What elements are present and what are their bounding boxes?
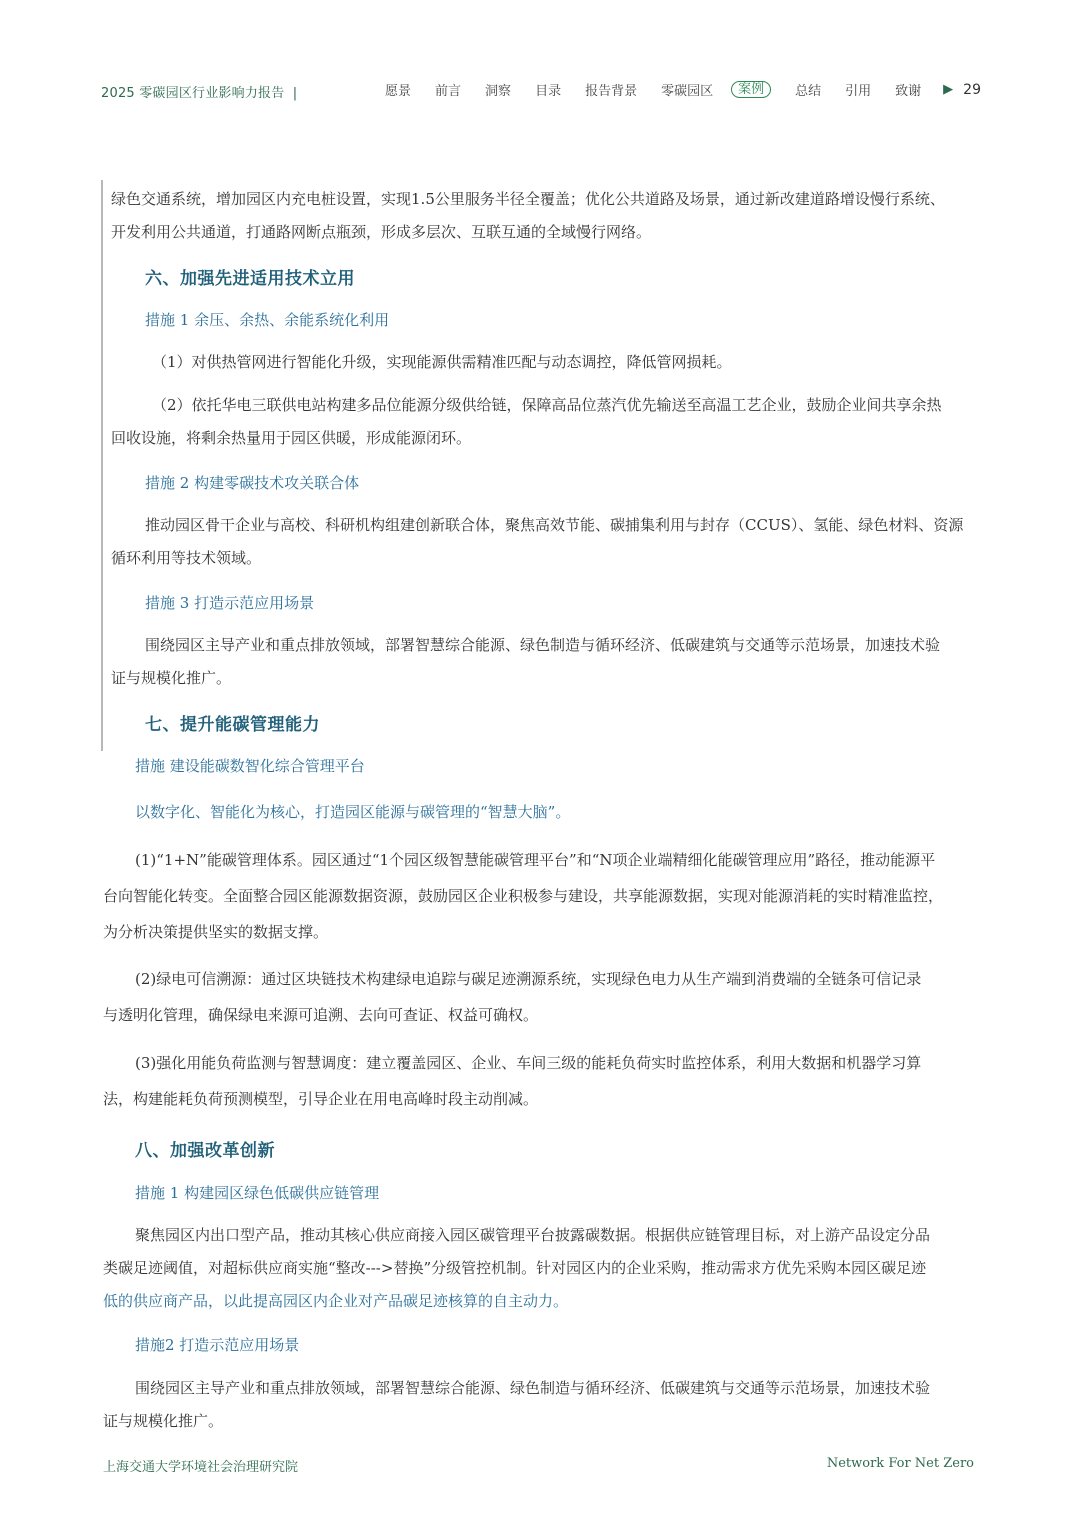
sec7-lead-sentence: 以数字化、智能化为核心，打造园区能源与碳管理的“智慧大脑”。 (135, 803, 571, 821)
nav-vision[interactable]: 愿景 (385, 84, 412, 99)
section-7-heading: 七、提升能碳管理能力 (145, 715, 320, 735)
footer-institution: 上海交通大学环境社会治理研究院 (103, 1460, 299, 1475)
sec8-m1-line-2: 类碳足迹阈值，对超标供应商实施“整改--->替换”分级管控机制。针对园区内的企业采购，推动需求方优先采购本园区碳足迹 (103, 1259, 927, 1277)
sec6-m1-para-2-line-2: 回收设施，将剩余热量用于园区供暖，形成能源闭环。 (111, 429, 472, 447)
page-header (0, 0, 1080, 120)
page-number: 29 (963, 81, 981, 98)
document-title (101, 82, 297, 101)
nav-insights[interactable]: 洞察 (485, 84, 512, 99)
nav-cases-active[interactable]: 案例 (731, 81, 771, 98)
sec6-m3-line-2: 证与规模化推广。 (111, 669, 232, 687)
left-margin-rule (101, 180, 103, 751)
section-8-heading: 八、加强改革创新 (135, 1141, 275, 1161)
intro-line-2: 开发利用公共通道，打通路网断点瓶颈，形成多层次、互联互通的全域慢行网络。 (111, 223, 652, 241)
sec7-para-1-line-2: 台向智能化转变。全面整合园区能源数据资源，鼓励园区企业积极参与建设，共享能源数据，实现对能源消耗的实时精准监控， (103, 887, 944, 905)
sec6-m2-line-2: 循环利用等技术领域。 (111, 549, 262, 567)
sec6-measure-3-title: 措施 3 打造示范应用场景 (145, 594, 315, 612)
document-title-text: 2025 零碳园区行业影响力报告 (101, 86, 285, 101)
sec6-m3-line-1: 围绕园区主导产业和重点排放领域，部署智慧综合能源、绿色制造与循环经济、低碳建筑与交通等示范场景，加速技术验 (145, 636, 941, 654)
nav-preface[interactable]: 前言 (435, 84, 462, 99)
nav-contents[interactable]: 目录 (535, 84, 562, 99)
sec8-measure-2-title: 措施2 打造示范应用场景 (135, 1336, 300, 1354)
sec8-measure-1-title: 措施 1 构建园区绿色低碳供应链管理 (135, 1184, 380, 1202)
sec7-para-3-line-1: (3)强化用能负荷监测与智慧调度：建立覆盖园区、企业、车间三级的能耗负荷实时监控体系，利用大数据和机器学习算 (135, 1054, 922, 1072)
sec8-m1-line-3: 低的供应商产品，以此提高园区内企业对产品碳足迹核算的自主动力。 (103, 1292, 569, 1310)
sec8-m2-line-2: 证与规模化推广。 (103, 1412, 224, 1430)
sec6-m2-line-1: 推动园区骨干企业与高校、科研机构组建创新联合体，聚焦高效节能、碳捕集利用与封存（CCUS）、氢能、绿色材料、资源 (145, 516, 964, 534)
sec7-para-2-line-1: (2)绿电可信溯源：通过区块链技术构建绿电追踪与碳足迹溯源系统，实现绿色电力从生产端到消费端的全链条可信记录 (135, 970, 922, 988)
section-6-heading: 六、加强先进适用技术立用 (145, 269, 355, 289)
sec6-m1-para-1: （1）对供热管网进行智能化升级，实现能源供需精准匹配与动态调控，降低管网损耗。 (152, 353, 732, 371)
sec6-measure-2-title: 措施 2 构建零碳技术攻关联合体 (145, 474, 360, 492)
sec7-para-1-line-3: 为分析决策提供坚实的数据支撑。 (103, 923, 329, 941)
sec7-para-2-line-2: 与透明化管理，确保绿电来源可追溯、去向可查证、权益可确权。 (103, 1006, 539, 1024)
footer-network-name: Network For Net Zero (826, 1456, 974, 1471)
sec7-para-3-line-2: 法，构建能耗负荷预测模型，引导企业在用电高峰时段主动削减。 (103, 1090, 539, 1108)
nav-references[interactable]: 引用 (845, 84, 872, 99)
sec7-para-1-line-1: (1)“1+N”能碳管理体系。园区通过“1个园区级智慧能碳管理平台”和“N项企业端精细化能碳管理应用”路径，推动能源平 (135, 851, 936, 869)
nav-acknowledgements[interactable]: 致谢 (895, 84, 922, 99)
sec6-m1-para-2-line-1: （2）依托华电三联供电站构建多品位能源分级供给链，保障高品位蒸汽优先输送至高温工艺企业，鼓励企业间共享余热 (152, 396, 942, 414)
sec7-measure-title: 措施 建设能碳数智化综合管理平台 (135, 757, 365, 775)
sec6-measure-1-title: 措施 1 余压、余热、余能系统化利用 (145, 311, 390, 329)
play-icon[interactable]: ▶ (943, 82, 954, 97)
nav-background[interactable]: 报告背景 (585, 84, 638, 99)
title-separator: | (292, 86, 298, 101)
top-navigation (361, 80, 981, 99)
nav-zero-carbon-park[interactable]: 零碳园区 (661, 84, 714, 99)
sec8-m2-line-1: 围绕园区主导产业和重点排放领域，部署智慧综合能源、绿色制造与循环经济、低碳建筑与交通等示范场景，加速技术验 (135, 1379, 931, 1397)
nav-summary[interactable]: 总结 (795, 84, 822, 99)
sec8-m1-line-1: 聚焦园区内出口型产品，推动其核心供应商接入园区碳管理平台披露碳数据。根据供应链管理目标，对上游产品设定分品 (135, 1226, 931, 1244)
intro-line-1: 绿色交通系统，增加园区内充电桩设置，实现1.5公里服务半径全覆盖；优化公共道路及场景，通过新改建道路增设慢行系统、 (111, 190, 945, 208)
